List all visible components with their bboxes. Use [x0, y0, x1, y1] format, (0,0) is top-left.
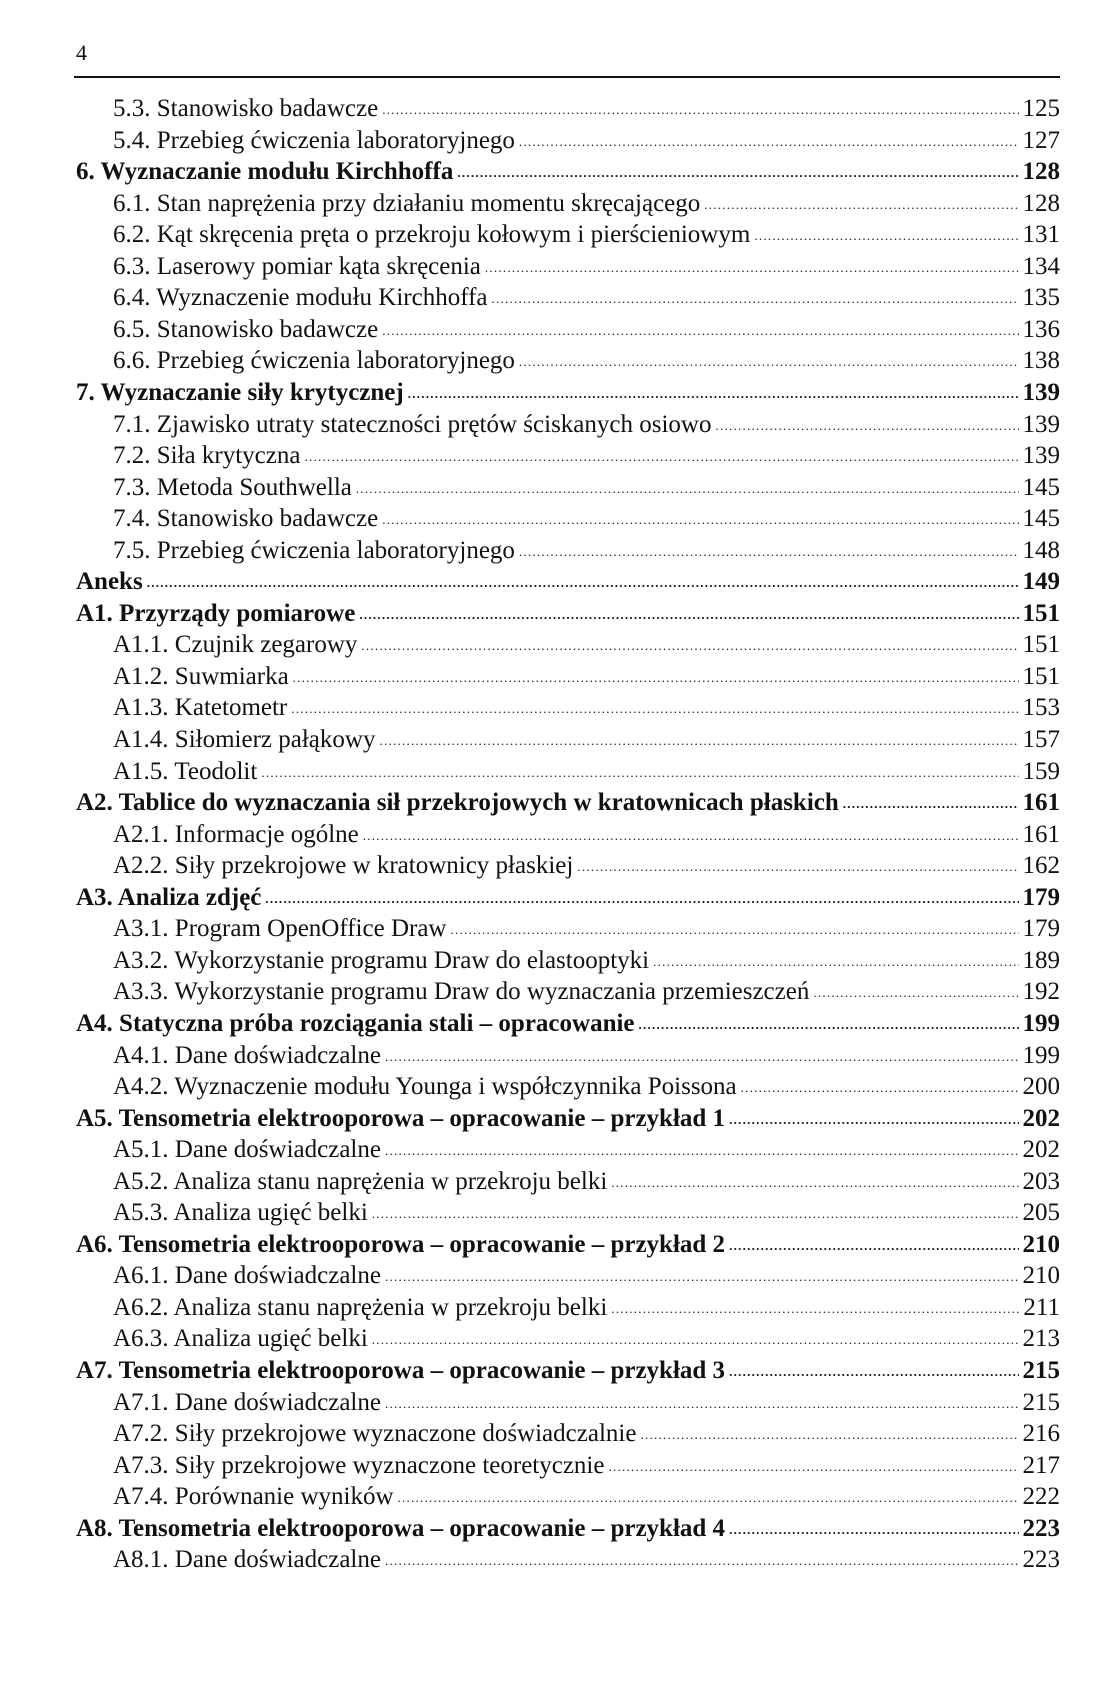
toc-entry-title: 6.5. Stanowisko badawcze — [113, 315, 379, 343]
toc-dot-leader — [363, 817, 1019, 852]
toc-entry-title: Aneks — [76, 568, 143, 596]
toc-entry-page: 145 — [1022, 473, 1060, 501]
toc-entry — [113, 1292, 1060, 1324]
toc-entry-title: 6. Wyznaczanie modułu Kirchhoffa — [76, 158, 454, 186]
toc-entry-title: A1.3. Katetometr — [113, 694, 288, 722]
toc-entry — [76, 787, 1060, 819]
toc-entry-title: 7. Wyznaczanie siły krytycznej — [76, 378, 404, 406]
toc-entry-page: 145 — [1022, 505, 1060, 533]
toc-entry — [113, 93, 1060, 125]
toc-dot-leader — [265, 880, 1018, 915]
toc-entry-title: 7.1. Zjawisko utraty stateczności prętów ściskanych osiowo — [113, 410, 712, 438]
toc-dot-leader — [519, 123, 1019, 158]
toc-dot-leader — [639, 1006, 1019, 1041]
toc-entry — [113, 1323, 1060, 1355]
toc-entry — [76, 377, 1060, 409]
toc-dot-leader — [372, 1195, 1019, 1230]
toc-entry — [113, 125, 1060, 157]
toc-entry — [113, 472, 1060, 504]
toc-entry-title: A6.1. Dane doświadczalne — [113, 1262, 381, 1290]
toc-entry-page: 136 — [1022, 315, 1060, 343]
toc-entry — [113, 1260, 1060, 1292]
toc-dot-leader — [385, 1385, 1019, 1420]
toc-dot-leader — [729, 1353, 1018, 1388]
toc-entry-title: 6.6. Przebieg ćwiczenia laboratoryjnego — [113, 347, 515, 375]
toc-entry — [113, 345, 1060, 377]
toc-dot-leader — [741, 1069, 1019, 1104]
toc-entry — [113, 913, 1060, 945]
toc-entry-title: A7. Tensometria elektrooporowa – opracowanie – przykład 3 — [76, 1357, 726, 1384]
toc-entry-title: 7.3. Metoda Southwella — [113, 473, 352, 501]
toc-entry-page: 222 — [1022, 1483, 1060, 1511]
toc-entry-page: 161 — [1022, 820, 1060, 848]
toc-entry-title: 7.2. Siła krytyczna — [113, 442, 301, 470]
toc-entry-title: A6.2. Analiza stanu naprężenia w przekroju belki — [113, 1293, 608, 1321]
toc-entry — [113, 535, 1060, 567]
toc-entry — [113, 1071, 1060, 1103]
toc-entry-page: 202 — [1022, 1104, 1060, 1132]
toc-entry-title: A7.2. Siły przekrojowe wyznaczone doświadczalnie — [113, 1420, 637, 1448]
toc-dot-leader — [611, 1164, 1018, 1199]
toc-entry-page: 179 — [1022, 915, 1060, 943]
toc-entry-title: 6.3. Laserowy pomiar kąta skręcenia — [113, 252, 481, 280]
toc-entry — [76, 882, 1060, 914]
toc-dot-leader — [485, 249, 1019, 284]
toc-dot-leader — [653, 943, 1018, 978]
toc-dot-leader — [293, 659, 1019, 694]
toc-entry-page: 151 — [1022, 631, 1060, 659]
toc-entry — [113, 850, 1060, 882]
toc-dot-leader — [382, 91, 1018, 126]
toc-entry-page: 192 — [1022, 978, 1060, 1006]
toc-entry — [113, 1450, 1060, 1482]
toc-dot-leader — [408, 375, 1019, 410]
toc-entry-page: 213 — [1022, 1325, 1060, 1353]
toc-entry-page: 151 — [1022, 662, 1060, 690]
toc-entry — [76, 1229, 1060, 1261]
toc-entry — [113, 692, 1060, 724]
toc-entry-title: 6.1. Stan naprężenia przy działaniu momentu skręcającego — [113, 189, 701, 217]
toc-entry — [113, 1134, 1060, 1166]
toc-dot-leader — [640, 1416, 1018, 1451]
toc-entry-title: 6.4. Wyznaczenie modułu Kirchhoffa — [113, 284, 488, 312]
toc-dot-leader — [519, 533, 1019, 568]
toc-dot-leader — [385, 1132, 1019, 1167]
toc-entry-title: 5.4. Przebieg ćwiczenia laboratoryjnego — [113, 126, 515, 154]
toc-entry-title: A1.4. Siłomierz pałąkowy — [113, 726, 376, 753]
page-number: 4 — [76, 40, 87, 65]
toc-entry — [113, 219, 1060, 251]
toc-dot-leader — [385, 1542, 1019, 1577]
toc-entry — [113, 440, 1060, 472]
toc-dot-leader — [261, 754, 1018, 789]
toc-dot-leader — [843, 785, 1019, 820]
toc-dot-leader — [359, 596, 1018, 631]
toc-entry-page: 200 — [1022, 1073, 1060, 1101]
toc-entry — [113, 1166, 1060, 1198]
toc-entry — [113, 1040, 1060, 1072]
toc-entry-title: A2.2. Siły przekrojowe w kratownicy płaskiej — [113, 852, 574, 880]
toc-entry — [113, 1481, 1060, 1513]
toc-entry-page: 151 — [1022, 599, 1060, 627]
toc-entry-page: 210 — [1022, 1262, 1060, 1290]
toc-dot-leader — [398, 1479, 1019, 1514]
toc-dot-leader — [729, 1101, 1018, 1136]
toc-dot-leader — [457, 154, 1018, 189]
toc-entry-title: A8.1. Dane doświadczalne — [113, 1546, 381, 1574]
toc-entry-page: 205 — [1022, 1199, 1060, 1227]
toc-entry — [113, 1387, 1060, 1419]
toc-entry-page: 128 — [1022, 158, 1060, 186]
toc-entry — [113, 756, 1060, 788]
toc-entry — [113, 282, 1060, 314]
toc-entry-page: 223 — [1022, 1514, 1060, 1542]
toc-dot-leader — [704, 186, 1018, 221]
toc-dot-leader — [372, 1321, 1019, 1356]
toc-entry — [113, 629, 1060, 661]
toc-entry-title: A7.3. Siły przekrojowe wyznaczone teoretycznie — [113, 1451, 605, 1479]
toc-entry-title: A3. Analiza zdjęć — [76, 883, 262, 911]
toc-entry-title: A6.3. Analiza ugięć belki — [113, 1325, 368, 1353]
toc-entry-title: A5.3. Analiza ugięć belki — [113, 1199, 368, 1227]
toc-dot-leader — [379, 722, 1018, 757]
toc-entry-page: 215 — [1022, 1388, 1060, 1416]
toc-entry-page: 139 — [1022, 410, 1060, 438]
toc-entry-page: 161 — [1022, 789, 1060, 817]
toc-dot-leader — [729, 1227, 1018, 1262]
toc-entry-page: 157 — [1022, 726, 1060, 753]
toc-entry-page: 139 — [1022, 442, 1060, 470]
toc-dot-leader — [385, 1258, 1019, 1293]
toc-entry-title: A2.1. Informacje ogólne — [113, 820, 359, 848]
toc-entry — [113, 945, 1060, 977]
toc-dot-leader — [291, 690, 1018, 725]
toc-dot-leader — [608, 1448, 1018, 1483]
toc-entry-title: 5.3. Stanowisko badawcze — [113, 95, 379, 122]
toc-entry — [76, 1355, 1060, 1387]
toc-entry-page: 148 — [1022, 536, 1060, 564]
toc-entry — [113, 503, 1060, 535]
toc-entry-page: 134 — [1022, 252, 1060, 280]
toc-entry-title: A1.5. Teodolit — [113, 757, 258, 785]
toc-entry-page: 131 — [1022, 221, 1060, 249]
toc-dot-leader — [304, 438, 1018, 473]
toc-entry — [76, 598, 1060, 630]
toc-entry-page: 203 — [1022, 1167, 1060, 1195]
toc-dot-leader — [813, 974, 1018, 1009]
toc-entry-title: A3.3. Wykorzystanie programu Draw do wyznaczania przemieszczeń — [113, 978, 810, 1006]
toc-entry — [113, 409, 1060, 441]
toc-entry-page: 159 — [1022, 757, 1060, 785]
toc-dot-leader — [382, 312, 1018, 347]
toc-entry-page: 139 — [1022, 378, 1060, 406]
toc-entry — [113, 188, 1060, 220]
toc-entry — [113, 724, 1060, 756]
toc-entry — [76, 1103, 1060, 1135]
toc-entry — [113, 1544, 1060, 1576]
toc-dot-leader — [577, 848, 1018, 883]
toc-entry-page: 199 — [1022, 1041, 1060, 1069]
toc-entry-page: 199 — [1022, 1009, 1060, 1037]
toc-entry — [113, 1197, 1060, 1229]
toc-dot-leader — [361, 627, 1018, 662]
toc-entry-title: A7.1. Dane doświadczalne — [113, 1388, 381, 1416]
toc-entry — [113, 976, 1060, 1008]
toc-entry-title: A3.1. Program OpenOffice Draw — [113, 915, 447, 943]
toc-dot-leader — [715, 407, 1018, 442]
toc-entry-page: 179 — [1022, 883, 1060, 911]
toc-entry — [76, 1008, 1060, 1040]
toc-entry — [113, 819, 1060, 851]
toc-dot-leader — [492, 280, 1019, 315]
toc-entry-title: A6. Tensometria elektrooporowa – opracowanie – przykład 2 — [76, 1230, 726, 1258]
toc-entry-page: 125 — [1022, 95, 1060, 122]
toc-entry-title: A1.2. Suwmiarka — [113, 662, 289, 690]
toc-entry-page: 211 — [1023, 1293, 1060, 1321]
toc-entry-page: 223 — [1022, 1546, 1060, 1574]
toc-entry-page: 153 — [1022, 694, 1060, 722]
toc-entry-title: A1. Przyrządy pomiarowe — [76, 599, 356, 627]
toc-entry-title: 7.5. Przebieg ćwiczenia laboratoryjnego — [113, 536, 515, 564]
toc-entry-title: A5.1. Dane doświadczalne — [113, 1136, 381, 1164]
header-rule — [74, 76, 1060, 78]
toc-entry-title: A4. Statyczna próba rozciągania stali – opracowanie — [76, 1009, 635, 1037]
toc-entry — [113, 314, 1060, 346]
toc-entry — [76, 156, 1060, 188]
toc-entry-title: A2. Tablice do wyznaczania sił przekrojowych w kratownicach płaskich — [76, 789, 839, 817]
toc-dot-leader — [382, 501, 1018, 536]
toc-entry-page: 162 — [1022, 852, 1060, 880]
toc-entry — [76, 566, 1060, 598]
toc-entry-page: 135 — [1022, 284, 1060, 312]
toc-entry-page: 215 — [1022, 1357, 1060, 1384]
toc-entry-title: 7.4. Stanowisko badawcze — [113, 505, 379, 533]
toc-entry-title: A4.1. Dane doświadczalne — [113, 1041, 381, 1069]
toc-dot-leader — [356, 470, 1019, 505]
toc-entry — [113, 1418, 1060, 1450]
toc-entry — [113, 661, 1060, 693]
toc-entry-page: 210 — [1022, 1230, 1060, 1258]
toc-entry-page: 128 — [1022, 189, 1060, 217]
toc-entry-page: 127 — [1022, 126, 1060, 154]
toc-dot-leader — [729, 1511, 1018, 1546]
toc-entry-page: 138 — [1022, 347, 1060, 375]
toc-dot-leader — [450, 911, 1018, 946]
toc-dot-leader — [147, 564, 1019, 599]
toc-entry-title: A7.4. Porównanie wyników — [113, 1483, 394, 1511]
toc-entry — [113, 251, 1060, 283]
toc-entry-title: A5.2. Analiza stanu naprężenia w przekroju belki — [113, 1167, 608, 1195]
toc-dot-leader — [754, 217, 1018, 252]
toc-entry-title: A3.2. Wykorzystanie programu Draw do elastooptyki — [113, 946, 650, 974]
toc-entry-page: 149 — [1022, 568, 1060, 596]
toc-entry-page: 216 — [1022, 1420, 1060, 1448]
toc-dot-leader — [519, 343, 1019, 378]
toc-entry-title: A5. Tensometria elektrooporowa – opracowanie – przykład 1 — [76, 1104, 726, 1132]
toc-entry-page: 217 — [1022, 1451, 1060, 1479]
toc-entry-title: 6.2. Kąt skręcenia pręta o przekroju kołowym i pierścieniowym — [113, 221, 751, 249]
toc-entry-title: A8. Tensometria elektrooporowa – opracowanie – przykład 4 — [76, 1514, 726, 1542]
toc-entry-title: A1.1. Czujnik zegarowy — [113, 631, 358, 659]
toc-entry-page: 189 — [1022, 946, 1060, 974]
toc-dot-leader — [611, 1290, 1019, 1325]
toc-entry — [76, 1513, 1060, 1545]
toc-dot-leader — [385, 1038, 1019, 1073]
toc-entry-title: A4.2. Wyznaczenie modułu Younga i współczynnika Poissona — [113, 1073, 737, 1101]
toc-entry-page: 202 — [1022, 1136, 1060, 1164]
